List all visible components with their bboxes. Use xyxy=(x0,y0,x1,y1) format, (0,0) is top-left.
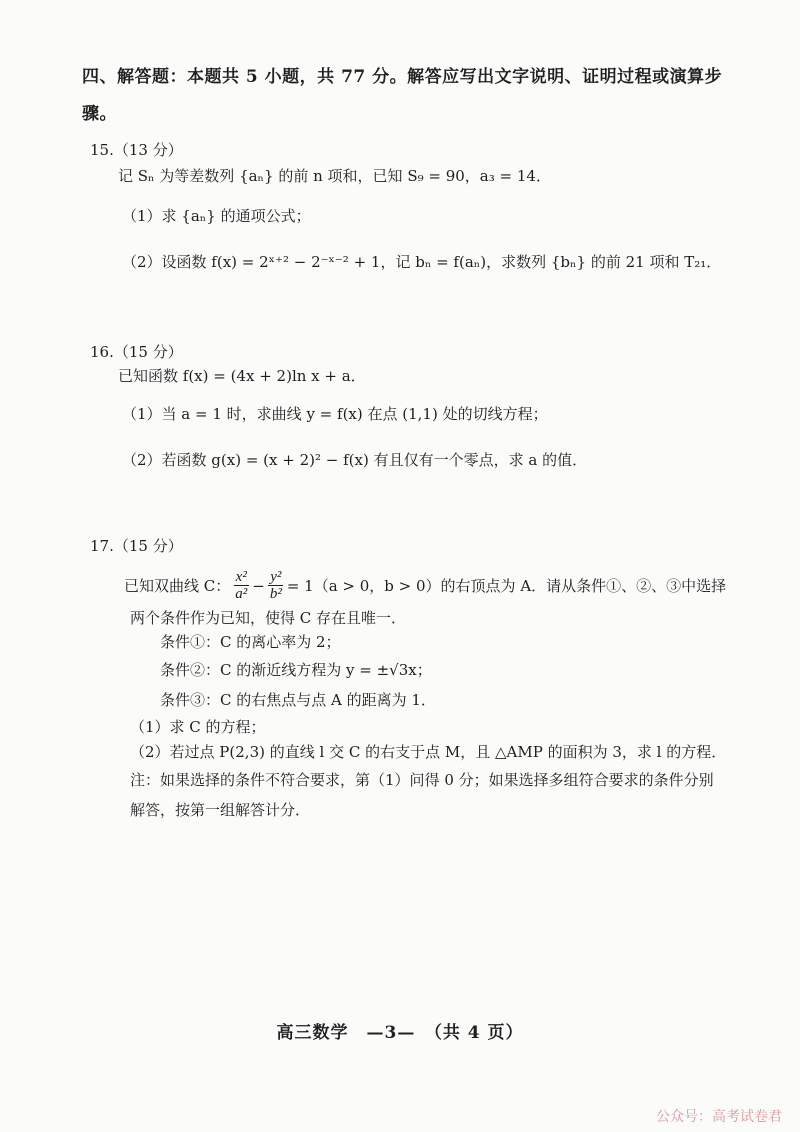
q17-stem-prefix: 已知双曲线 C： xyxy=(124,576,231,595)
q15-number: 15.（13 分） xyxy=(90,141,183,159)
section-heading-line1: 四、解答题：本题共 5 小题，共 77 分。解答应写出文字说明、证明过程或演算步 xyxy=(82,67,723,87)
q17-note-line2: 解答，按第一组解答计分． xyxy=(130,801,311,819)
q15-part2: （2）设函数 f(x) = 2ˣ⁺² − 2⁻ˣ⁻² + 1，记 bₙ = f(aₙ)，求数列 {bₙ} 的前 21 项和 T₂₁． xyxy=(122,253,722,271)
q16-stem: 已知函数 f(x) = (4x + 2)ln x + a． xyxy=(118,367,366,385)
q17-stem-line2: 两个条件作为已知，使得 C 存在且唯一． xyxy=(130,609,407,627)
q15-part1: （1）求 {aₙ} 的通项公式； xyxy=(122,207,311,225)
page-footer: 高三数学 —3— （共 4 页） xyxy=(276,1023,524,1043)
q17-part2: （2）若过点 P(2,3) 的直线 l 交 C 的右支于点 M，且 △AMP 的面积为 3，求 l 的方程． xyxy=(130,743,727,761)
q17-condition-3: 条件③：C 的右焦点与点 A 的距离为 1． xyxy=(160,691,436,709)
fraction-numerator: y² xyxy=(270,569,282,585)
q17-condition-2: 条件②：C 的渐近线方程为 y = ±√3x； xyxy=(160,661,432,679)
fraction-denominator: b² xyxy=(269,586,282,602)
minus-sign: − xyxy=(252,576,265,595)
fraction-x2-a2 xyxy=(233,569,249,602)
fraction-numerator: x² xyxy=(235,569,247,585)
q17-part1: （1）求 C 的方程； xyxy=(130,718,266,736)
fraction-denominator: a² xyxy=(235,586,248,602)
section-heading-line2: 骤。 xyxy=(82,104,117,124)
fraction-y2-b2 xyxy=(268,569,284,602)
q16-part2: （2）若函数 g(x) = (x + 2)² − f(x) 有且仅有一个零点，求 a 的值． xyxy=(122,451,588,469)
q17-note-line1: 注：如果选择的条件不符合要求，第（1）问得 0 分；如果选择多组符合要求的条件分别 xyxy=(130,771,714,789)
q16-number: 16.（15 分） xyxy=(90,343,183,361)
watermark: 公众号：高考试卷君 xyxy=(656,1109,782,1125)
q17-number: 17.（15 分） xyxy=(90,537,183,555)
q17-stem-suffix: = 1（a > 0，b > 0）的右顶点为 A．请从条件①、②、③中选择 xyxy=(286,576,727,595)
q16-part1: （1）当 a = 1 时，求曲线 y = f(x) 在点 (1,1) 处的切线方程； xyxy=(122,405,548,423)
q17-condition-1: 条件①：C 的离心率为 2； xyxy=(160,633,341,651)
q15-stem: 记 Sₙ 为等差数列 {aₙ} 的前 n 项和，已知 S₉ = 90，a₃ = 14． xyxy=(118,167,551,185)
q17-stem xyxy=(124,569,726,602)
